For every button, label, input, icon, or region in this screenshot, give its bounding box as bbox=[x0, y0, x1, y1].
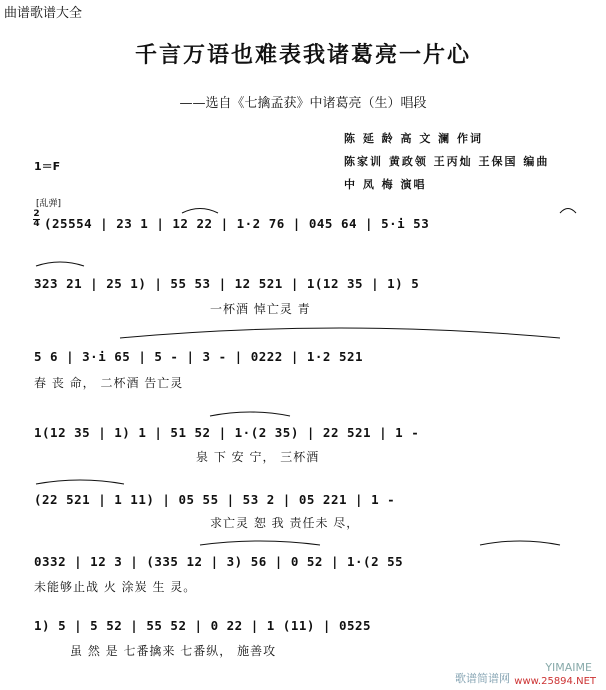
credit-lyricist: 陈 延 龄 高 文 澜 作词 bbox=[344, 132, 483, 145]
slur bbox=[36, 480, 124, 484]
system-2-lyrics: 一杯酒 悼亡灵 青 bbox=[210, 302, 311, 316]
slur bbox=[560, 209, 576, 214]
slur bbox=[182, 209, 218, 214]
site-label: 曲谱歌谱大全 bbox=[4, 6, 83, 21]
tempo-mark: [乱弹] bbox=[36, 199, 62, 209]
system-7-notes: 1) 5 | 5 52 | 55 52 | 0 22 | 1 (11) | 0525 bbox=[34, 618, 372, 633]
time-signature-top: 2 bbox=[33, 209, 40, 219]
slur bbox=[210, 412, 290, 416]
system-2-notes: 323 21 | 25 1) | 55 53 | 12 521 | 1(12 35 | 1) 5 bbox=[34, 276, 420, 291]
system-1-notes: (25554 | 23 1 | 12 22 | 1·2 76 | 045 64 | 5·i 53 bbox=[44, 216, 430, 231]
credit-arranger: 陈家训 黄政领 王丙灿 王保国 编曲 bbox=[344, 155, 550, 168]
slur bbox=[200, 541, 320, 545]
system-7-lyrics: 虽 然 是 七番擒来 七番纵， 施善攻 bbox=[70, 644, 277, 658]
song-title: 千言万语也难表我诸葛亮一片心 bbox=[134, 42, 471, 68]
slur bbox=[480, 541, 560, 545]
system-4-lyrics: 泉 下 安 宁， 三杯酒 bbox=[196, 450, 320, 464]
credit-performer: 中 凤 梅 演唱 bbox=[344, 178, 427, 191]
slur bbox=[36, 262, 84, 266]
slur bbox=[120, 328, 560, 338]
watermark-url: www.25894.NET bbox=[514, 676, 596, 687]
system-6-lyrics: 未能够止战 火 涂炭 生 灵。 bbox=[34, 580, 197, 594]
system-3-notes: 5 6 | 3·i 65 | 5 - | 3 - | 0222 | 1·2 521 bbox=[34, 349, 364, 364]
key-signature: 1＝F bbox=[34, 160, 61, 173]
watermark-site-name: 歌谱简谱网 bbox=[455, 672, 510, 685]
system-3-lyrics: 春 丧 命， 二杯酒 告亡灵 bbox=[34, 376, 184, 390]
system-6-notes: 0332 | 12 3 | (335 12 | 3) 56 | 0 52 | 1·(2 55 bbox=[34, 554, 404, 569]
system-5-notes: (22 521 | 1 11) | 05 55 | 53 2 | 05 221 | 1 - bbox=[34, 492, 396, 507]
time-signature-bottom: 4 bbox=[33, 219, 40, 229]
system-4-notes: 1(12 35 | 1) 1 | 51 52 | 1·(2 35) | 22 521 | 1 - bbox=[34, 425, 420, 440]
song-subtitle: ——选自《七擒孟获》中诸葛亮（生）唱段 bbox=[179, 96, 427, 111]
system-5-lyrics: 求亡灵 恕 我 责任未 尽， bbox=[210, 516, 360, 530]
watermark-brand: YIMAIME bbox=[545, 661, 592, 674]
